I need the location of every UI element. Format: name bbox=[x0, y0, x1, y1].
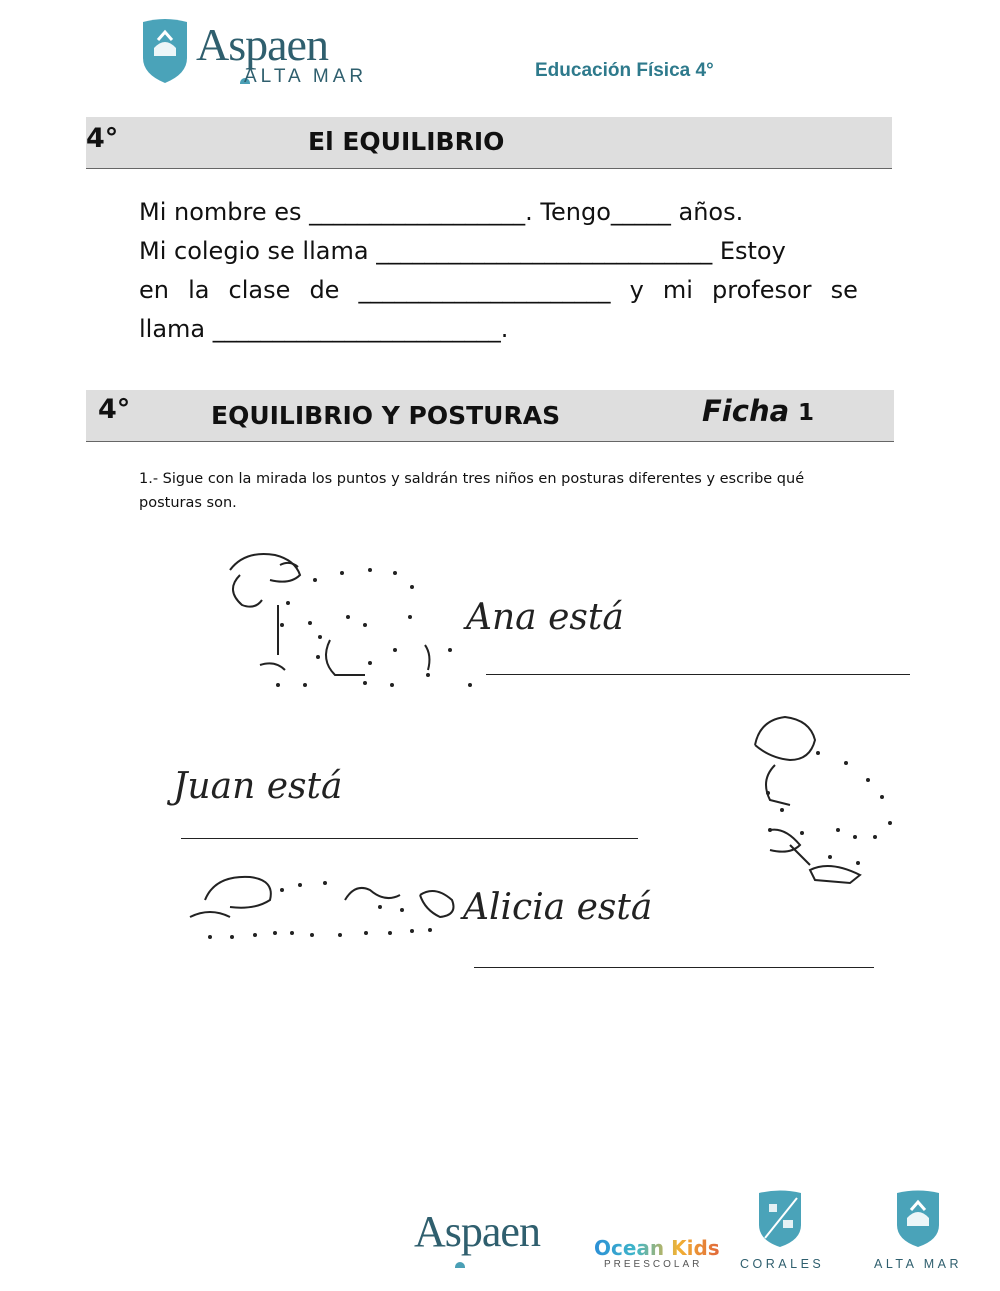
class-blank[interactable]: _____________________ bbox=[358, 276, 611, 304]
form-word: mi bbox=[662, 276, 693, 304]
alicia-figure-icon bbox=[190, 877, 454, 917]
prompt-ana: Ana está bbox=[466, 597, 624, 638]
ocean-kids-text: Ocean Kids bbox=[594, 1236, 720, 1260]
class-teacher-line[interactable] bbox=[139, 271, 858, 310]
form-word: en bbox=[139, 276, 169, 304]
section-title: EQUILIBRIO Y POSTURAS bbox=[211, 401, 561, 430]
grade-label: 4° bbox=[86, 123, 119, 154]
form-word: la bbox=[188, 276, 210, 304]
juan-dots bbox=[766, 751, 892, 865]
name-age-line[interactable]: Mi nombre es __________________. Tengo_____ años. bbox=[139, 198, 744, 226]
juan-figure-icon bbox=[755, 717, 860, 883]
prompt-alicia: Alicia está bbox=[463, 887, 653, 928]
section-band-posturas bbox=[86, 390, 894, 442]
ocean-kids-logo bbox=[594, 1236, 720, 1260]
teacher-name-line[interactable]: llama ________________________. bbox=[139, 315, 509, 343]
altamar-label: ALTA MAR bbox=[874, 1257, 962, 1271]
subject-title: Educación Física 4° bbox=[535, 60, 714, 81]
form-word: de bbox=[309, 276, 340, 304]
altamar-shield-icon bbox=[895, 1190, 941, 1248]
prompt-juan: Juan está bbox=[173, 766, 343, 807]
form-word: se bbox=[830, 276, 858, 304]
ocean-kids-subtitle: PREESCOLAR bbox=[604, 1259, 703, 1270]
alicia-dots bbox=[208, 881, 432, 939]
grade-label: 4° bbox=[98, 394, 131, 425]
brand-wordmark: Aspaen bbox=[196, 19, 328, 70]
footer-aspaen-logo: Aspaen bbox=[414, 1207, 540, 1256]
ana-dots bbox=[276, 568, 472, 687]
answer-line-juan[interactable] bbox=[181, 838, 638, 839]
brand-subtitle: ALTA MAR bbox=[244, 66, 368, 87]
ficha-number: 1 bbox=[798, 400, 815, 426]
corales-label: CORALES bbox=[740, 1257, 825, 1271]
answer-line-alicia[interactable] bbox=[474, 967, 874, 968]
section-band-equilibrio bbox=[86, 117, 892, 169]
corales-shield-icon bbox=[757, 1190, 803, 1248]
form-word: clase bbox=[228, 276, 291, 304]
form-word: profesor bbox=[712, 276, 812, 304]
shield-logo-icon bbox=[140, 18, 190, 84]
ana-figure-icon bbox=[230, 554, 429, 675]
footer-brand-dot-icon bbox=[455, 1262, 465, 1268]
ficha-label: Ficha bbox=[702, 394, 790, 428]
exercise-instruction: 1.- Sigue con la mirada los puntos y saldrán tres niños en posturas diferentes y escribe qué posturas son. bbox=[139, 471, 805, 511]
answer-line-ana[interactable] bbox=[486, 674, 910, 675]
student-info-form bbox=[139, 193, 858, 349]
section-title: El EQUILIBRIO bbox=[308, 127, 505, 156]
form-word: y bbox=[629, 276, 644, 304]
school-line[interactable]: Mi colegio se llama ____________________________ Estoy bbox=[139, 237, 786, 265]
